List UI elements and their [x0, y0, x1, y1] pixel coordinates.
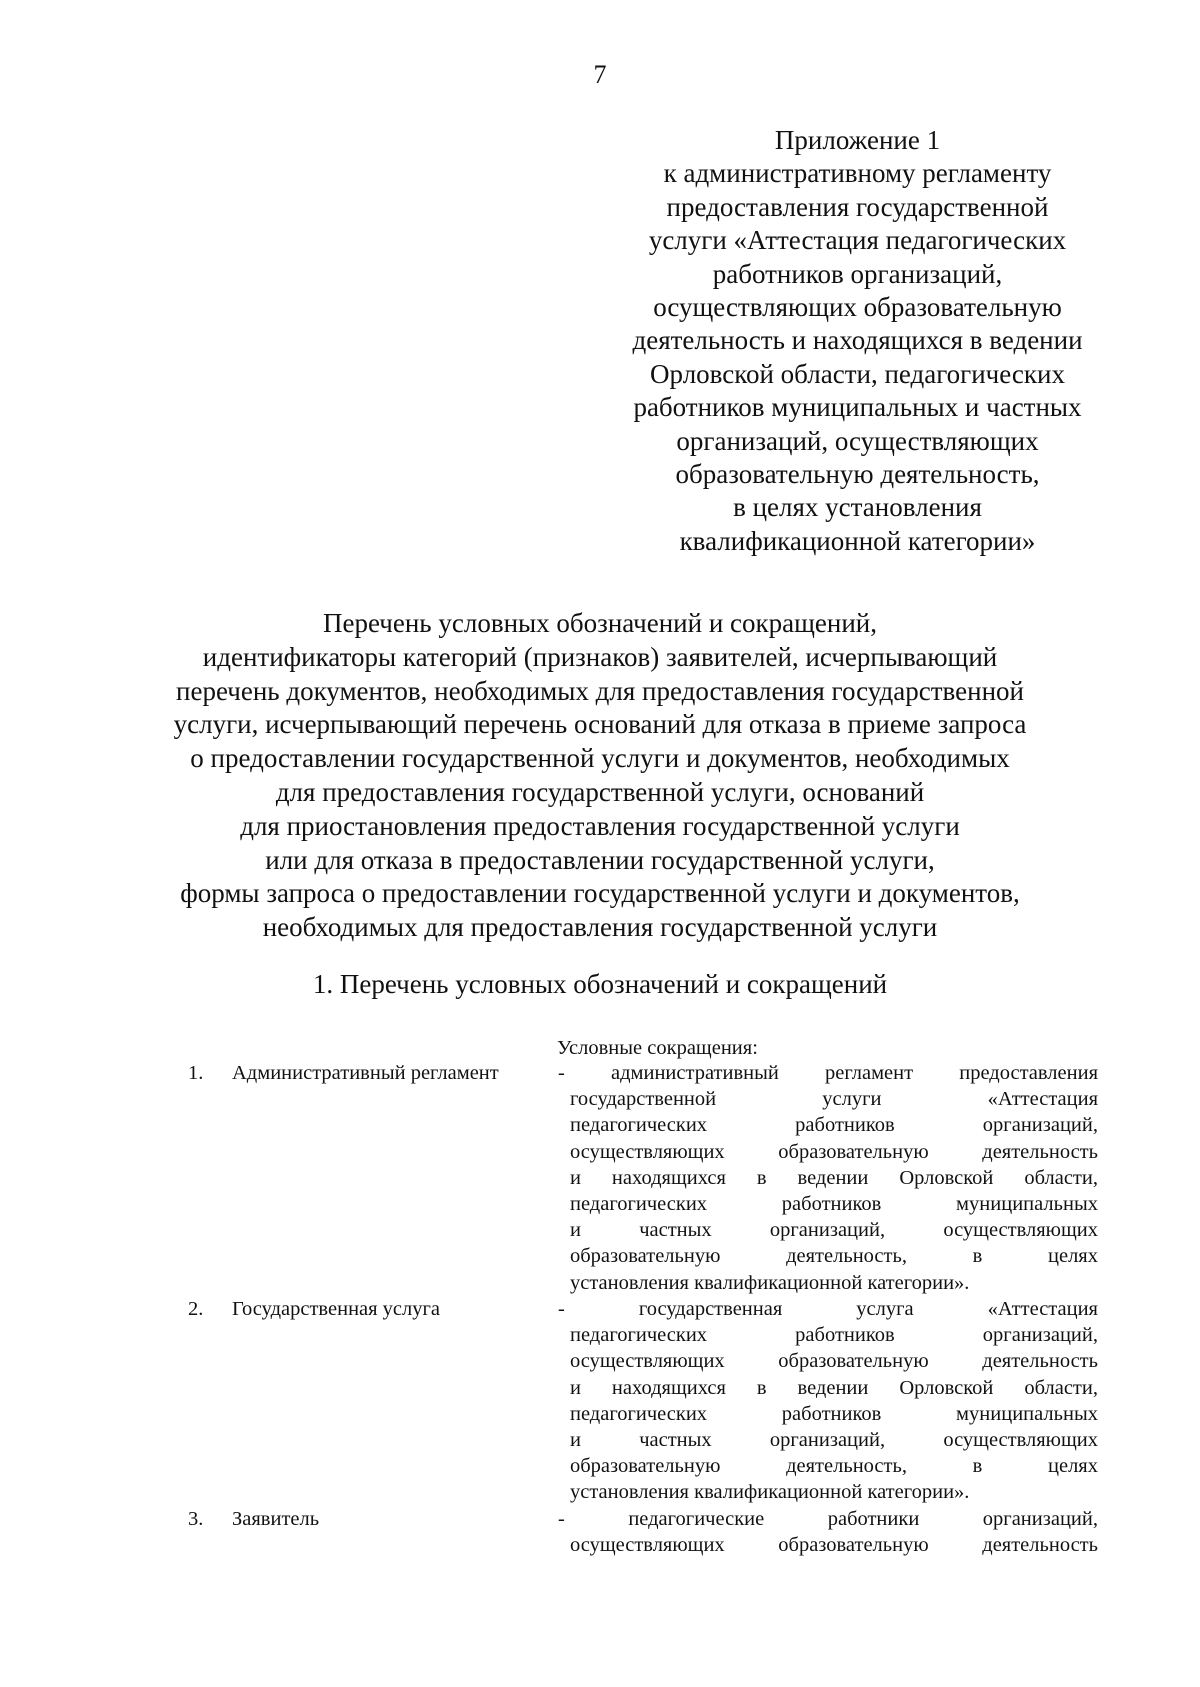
entry-number: 3. — [188, 1508, 204, 1530]
entry-definition — [558, 1060, 1098, 1296]
definition-line: - административный регламент предоставления — [558, 1062, 1098, 1084]
appendix-line: образовательную деятельность, — [675, 459, 1040, 490]
appendix-line: деятельность и находящихся в ведении — [632, 325, 1083, 356]
definition-line: установления квалификационной категории». — [570, 1271, 970, 1294]
heading-line: перечень документов, необходимых для предоставления государственной — [176, 675, 1024, 706]
heading-line: о предоставлении государственной услуги и документов, необходимых — [190, 743, 1010, 774]
definition-line: - педагогические работники организаций, — [558, 1508, 1098, 1530]
entry-term: Заявитель — [232, 1508, 320, 1530]
appendix-line: работников муниципальных и частных — [633, 392, 1082, 423]
heading-line: для приостановления предоставления государственной услуги — [240, 810, 960, 841]
appendix-header — [600, 124, 1115, 558]
definition-line: педагогических работников организаций, — [570, 1114, 1098, 1137]
definition-line: государственной услуги «Аттестация — [570, 1088, 1098, 1111]
heading-line: для предоставления государственной услуги, оснований — [275, 776, 925, 807]
document-heading — [150, 607, 1050, 945]
entry-term: Административный регламент — [232, 1062, 499, 1084]
heading-line: необходимых для предоставления государственной услуги — [262, 912, 938, 943]
definition-line: установления квалификационной категории». — [570, 1481, 970, 1504]
entry-number: 1. — [188, 1062, 204, 1084]
entry-definition — [558, 1296, 1098, 1506]
appendix-line: работников организаций, — [712, 258, 1003, 289]
definition-line: и частных организаций, осуществляющих — [570, 1219, 1098, 1242]
definition-line: осуществляющих образовательную деятельность — [570, 1350, 1098, 1373]
appendix-line: в целях установления — [733, 492, 982, 523]
entry-term: Государственная услуга — [232, 1298, 441, 1320]
heading-line: идентификаторы категорий (признаков) заявителей, исчерпывающий — [202, 641, 998, 672]
appendix-line: услуги «Аттестация педагогических — [648, 225, 1067, 256]
definition-line: осуществляющих образовательную деятельность — [570, 1534, 1098, 1557]
appendix-line: Приложение 1 — [774, 125, 941, 155]
entry-definition — [558, 1506, 1098, 1558]
definition-line: педагогических работников муниципальных — [570, 1192, 1098, 1215]
page-number: 7 — [593, 60, 607, 89]
definition-line: и находящихся в ведении Орловской области, — [570, 1166, 1098, 1189]
heading-line: или для отказа в предоставлении государственной услуги, — [265, 844, 935, 875]
appendix-line: предоставления государственной — [666, 191, 1049, 222]
heading-line: формы запроса о предоставлении государственной услуги и документов, — [180, 878, 1020, 909]
definition-line: и частных организаций, осуществляющих — [570, 1428, 1098, 1451]
definition-line: педагогических работников организаций, — [570, 1324, 1098, 1347]
definition-line: педагогических работников муниципальных — [570, 1402, 1098, 1425]
appendix-line: к административному регламенту — [663, 158, 1052, 189]
definition-line: образовательную деятельность, в целях — [570, 1455, 1098, 1478]
definition-line: образовательную деятельность, в целях — [570, 1245, 1098, 1268]
definition-line: - государственная услуга «Аттестация — [558, 1298, 1098, 1320]
appendix-line: организаций, осуществляющих — [676, 425, 1039, 456]
heading-line: Перечень условных обозначений и сокращений, — [323, 608, 877, 638]
appendix-line: квалификационной категории» — [679, 525, 1036, 556]
definition-line: и находящихся в ведении Орловской области, — [570, 1376, 1098, 1399]
appendix-line: осуществляющих образовательную — [653, 292, 1062, 323]
heading-line: услуги, исчерпывающий перечень оснований для отказа в приеме запроса — [173, 709, 1027, 740]
abbreviations-caption: Условные сокращения: — [557, 1037, 758, 1059]
section-title: 1. Перечень условных обозначений и сокращений — [312, 969, 888, 999]
appendix-line: Орловской области, педагогических — [650, 358, 1065, 389]
entry-number: 2. — [188, 1298, 204, 1320]
definition-line: осуществляющих образовательную деятельность — [570, 1140, 1098, 1163]
